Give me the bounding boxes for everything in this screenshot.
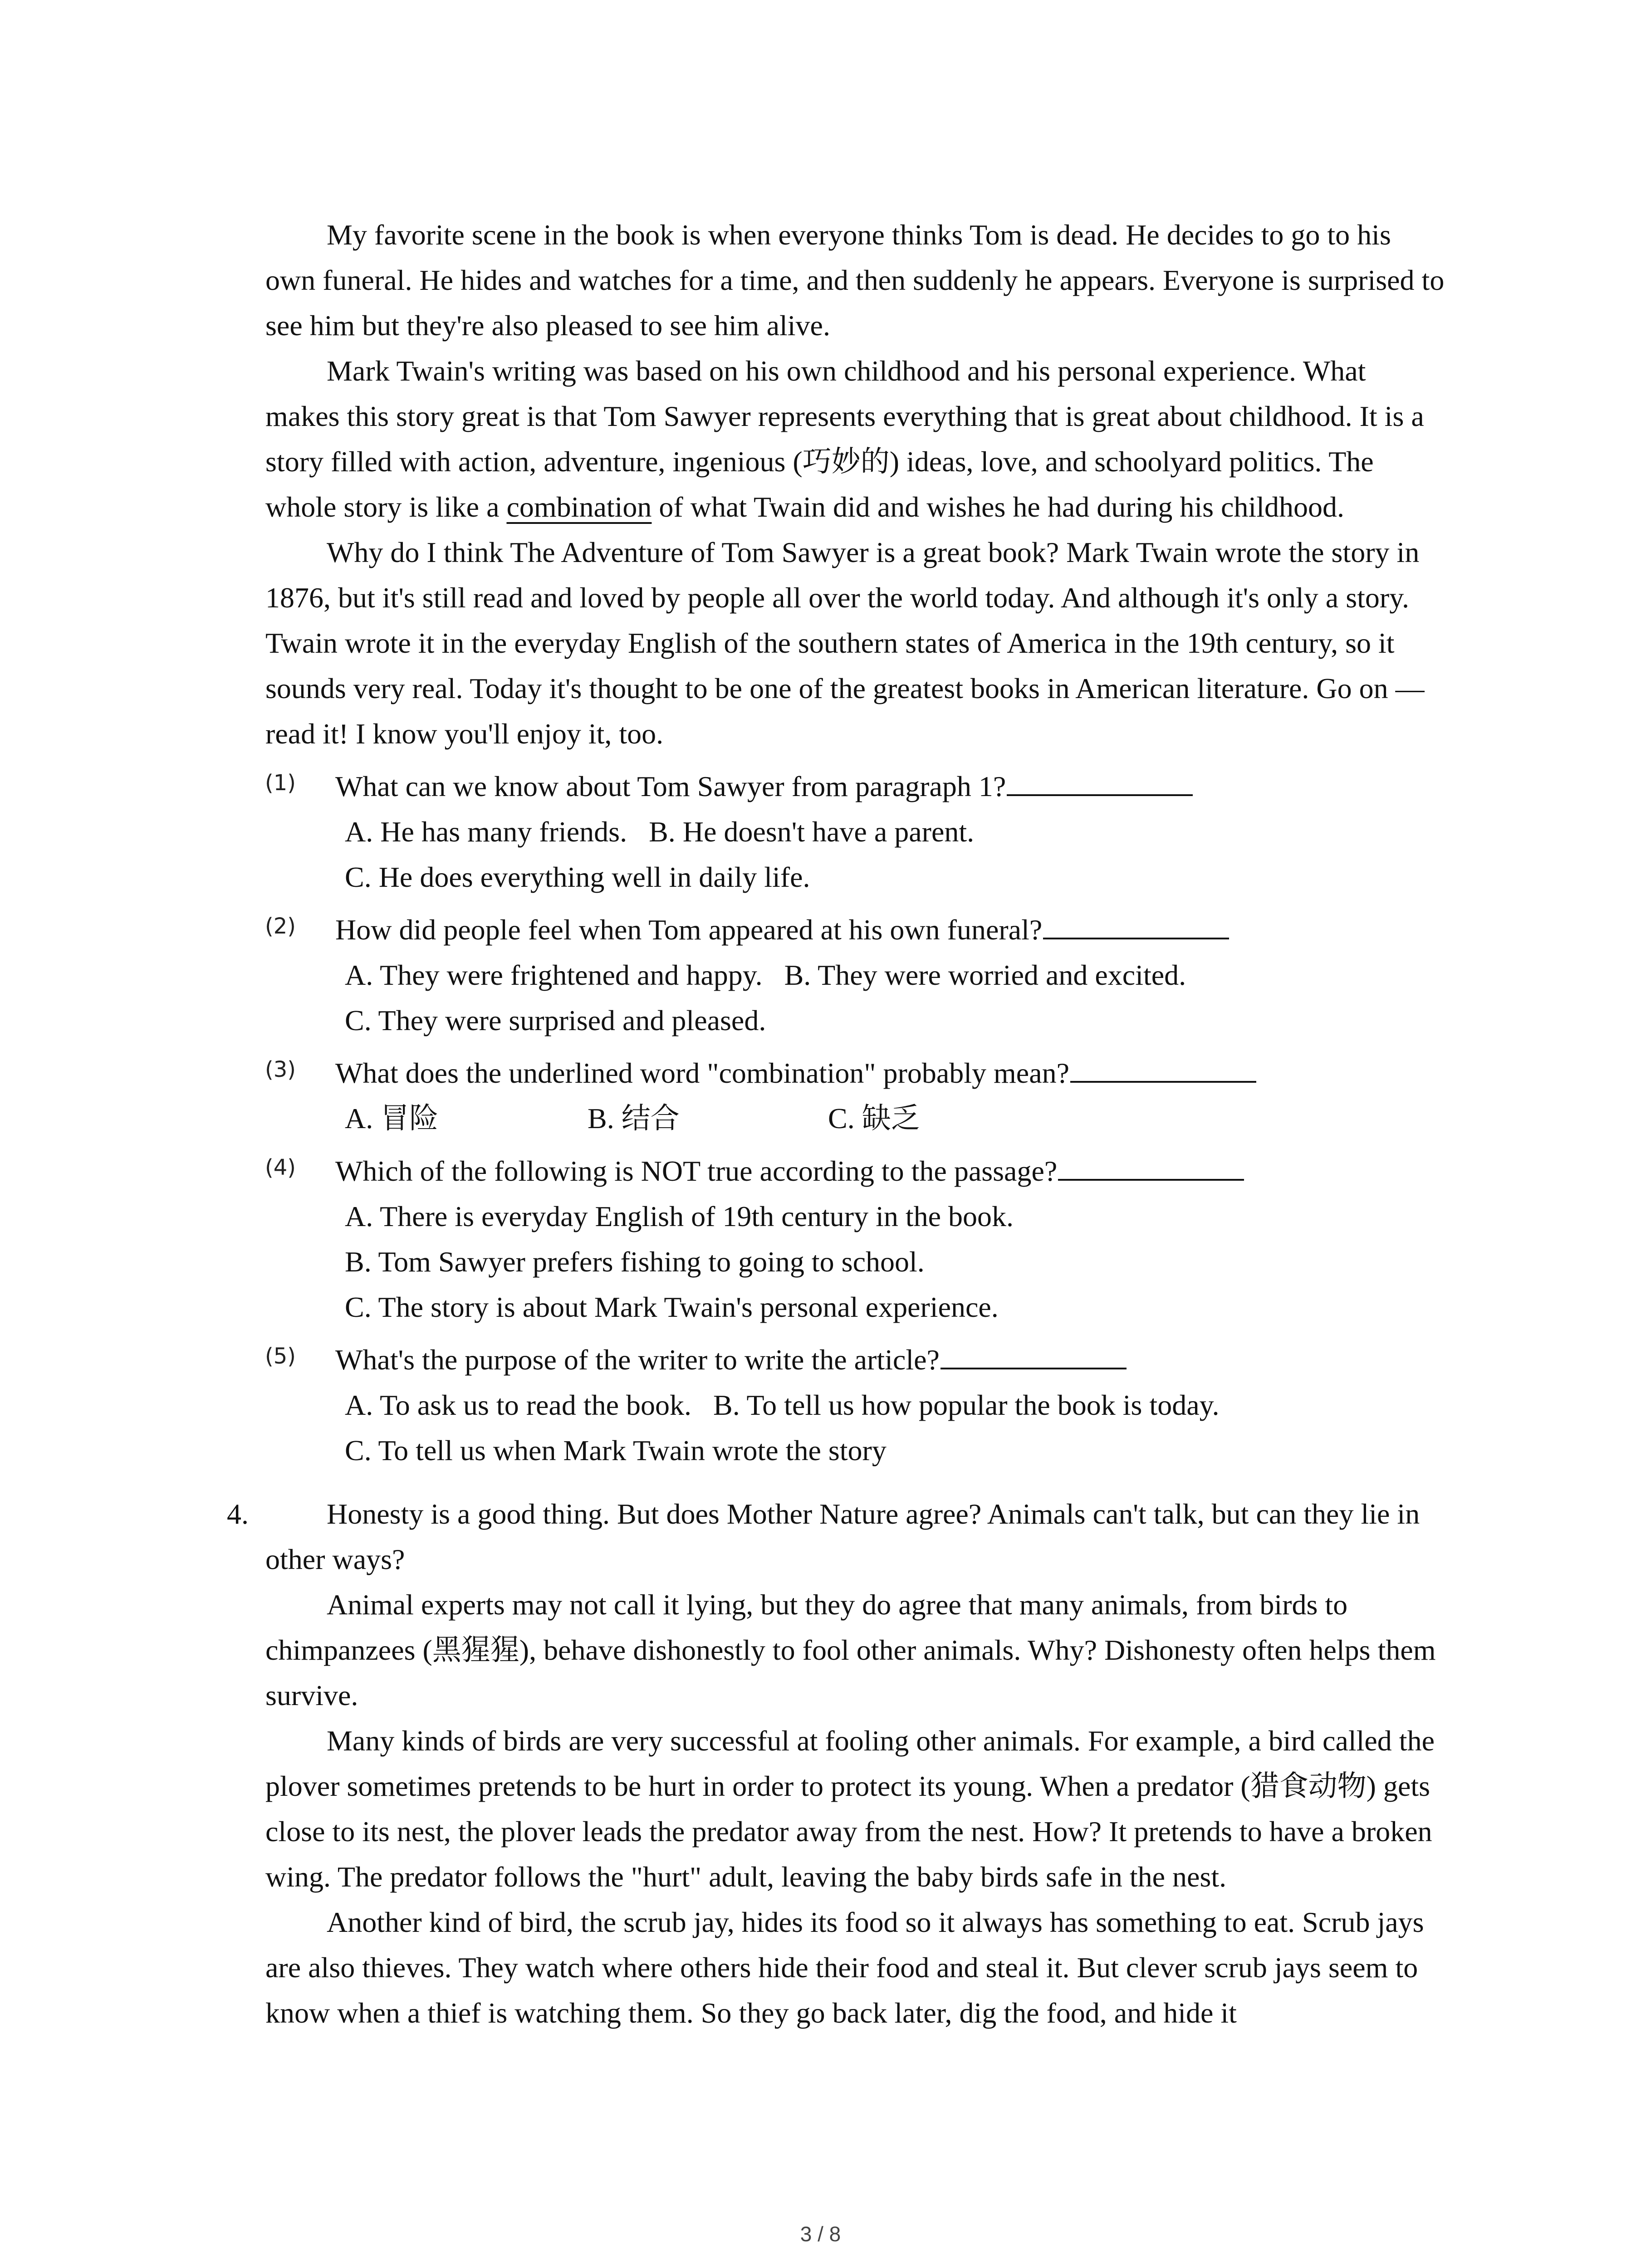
option-c: C. The story is about Mark Twain's personal experience. — [345, 1291, 999, 1323]
paragraph: Animal experts may not call it lying, but they do agree that many animals, from birds to chimpanzees (黑猩猩), behave dishonestly to fool other animals. Why? Dishonesty often helps them survive. — [265, 1589, 1436, 1711]
option-b: B. Tom Sawyer prefers fishing to going to school. — [345, 1246, 925, 1278]
paragraph: Why do I think The Adventure of Tom Sawyer is a great book? Mark Twain wrote the story in 1876, but it's still read and loved by people all over the world today. And although it's only a story. Twain wrote it in the everyday English of the southern states of America in the 19th century, so it sounds very real. Today it's thought to be one of the greatest books in American literature. Go on — read it! I know you'll enjoy it, too. — [265, 536, 1425, 750]
options-line — [265, 1096, 1445, 1141]
question-number: (5) — [265, 1344, 296, 1369]
question-prompt: Which of the following is NOT true according to the passage? — [335, 1155, 1058, 1187]
answer-blank[interactable] — [1043, 909, 1229, 939]
question-text — [265, 764, 1445, 809]
page-number: 3 / 8 — [800, 2222, 841, 2246]
question-4 — [265, 1149, 1445, 1330]
option: C. He does everything well in daily life. — [345, 861, 810, 893]
section-number: 4. — [227, 1498, 249, 1530]
underlined-word: combination — [506, 491, 652, 523]
paragraph-text: Mark Twain's writing was based on his own childhood and his personal experience. What makes this story great is that Tom Sawyer represents everything that is great about childhood. It is a story filled with action, adventure, ingenious (巧妙的) ideas, love, and schoolyard politics. The whole story is like a — [265, 355, 1424, 523]
question-text — [265, 1149, 1445, 1194]
paragraph — [265, 348, 1445, 530]
paragraph-text: of what Twain did and wishes he had during his childhood. — [652, 491, 1344, 523]
option-a: A. 冒险 — [345, 1102, 439, 1134]
question-text — [265, 1337, 1445, 1383]
question-prompt: What does the underlined word "combination" probably mean? — [335, 1057, 1069, 1089]
option-a: A. There is everyday English of 19th century in the book. — [345, 1200, 1014, 1232]
question-number: (1) — [265, 770, 296, 796]
question-1 — [265, 764, 1445, 900]
question-prompt: How did people feel when Tom appeared at his own funeral? — [335, 914, 1043, 946]
question-prompt: What's the purpose of the writer to write the article? — [335, 1344, 940, 1376]
question-5 — [265, 1337, 1445, 1473]
answer-blank[interactable] — [1070, 1053, 1256, 1083]
paragraph: Many kinds of birds are very successful at fooling other animals. For example, a bird called the plover sometimes pretends to be hurt in order to protect its young. When a predator (猎食动物) gets close to its nest, the plover leads the predator away from the nest. How? It pretends to have a broken wing. The predator follows the "hurt" adult, leaving the baby birds safe in the nest. — [265, 1725, 1435, 1893]
question-text — [265, 907, 1445, 953]
options-line: A. He has many friends. B. He doesn't have a parent. — [345, 816, 975, 848]
question-number: (3) — [265, 1057, 296, 1082]
answer-blank[interactable] — [941, 1339, 1127, 1369]
paragraph: Honesty is a good thing. But does Mother Nature agree? Animals can't talk, but can they lie in other ways? — [265, 1498, 1420, 1575]
option-b: B. 结合 — [588, 1102, 680, 1134]
option: C. They were surprised and pleased. — [345, 1004, 766, 1036]
question-number: (4) — [265, 1155, 296, 1180]
paragraph: My favorite scene in the book is when everyone thinks Tom is dead. He decides to go to his own funeral. He hides and watches for a time, and then suddenly he appears. Everyone is surprised to see him but they're also pleased to see him alive. — [265, 219, 1445, 342]
question-2 — [265, 907, 1445, 1043]
options-line: A. They were frightened and happy. B. They were worried and excited. — [345, 959, 1186, 991]
answer-blank[interactable] — [1007, 766, 1193, 796]
question-3 — [265, 1051, 1445, 1141]
answer-blank[interactable] — [1058, 1151, 1244, 1181]
option-c: C. 缺乏 — [828, 1102, 920, 1134]
option: C. To tell us when Mark Twain wrote the story — [345, 1434, 887, 1466]
question-prompt: What can we know about Tom Sawyer from paragraph 1? — [335, 770, 1006, 802]
options-line: A. To ask us to read the book. B. To tell us how popular the book is today. — [345, 1389, 1220, 1421]
paragraph: Another kind of bird, the scrub jay, hides its food so it always has something to eat. Scrub jays are also thieves. They watch where others hide their food and steal it. But clever scrub jays seem to know when a thief is watching them. So they go back later, dig the food, and hide it — [265, 1906, 1424, 2029]
question-text — [265, 1051, 1445, 1096]
question-number: (2) — [265, 914, 296, 939]
passage-4 — [227, 1491, 1445, 2036]
page-content — [227, 212, 1445, 2036]
